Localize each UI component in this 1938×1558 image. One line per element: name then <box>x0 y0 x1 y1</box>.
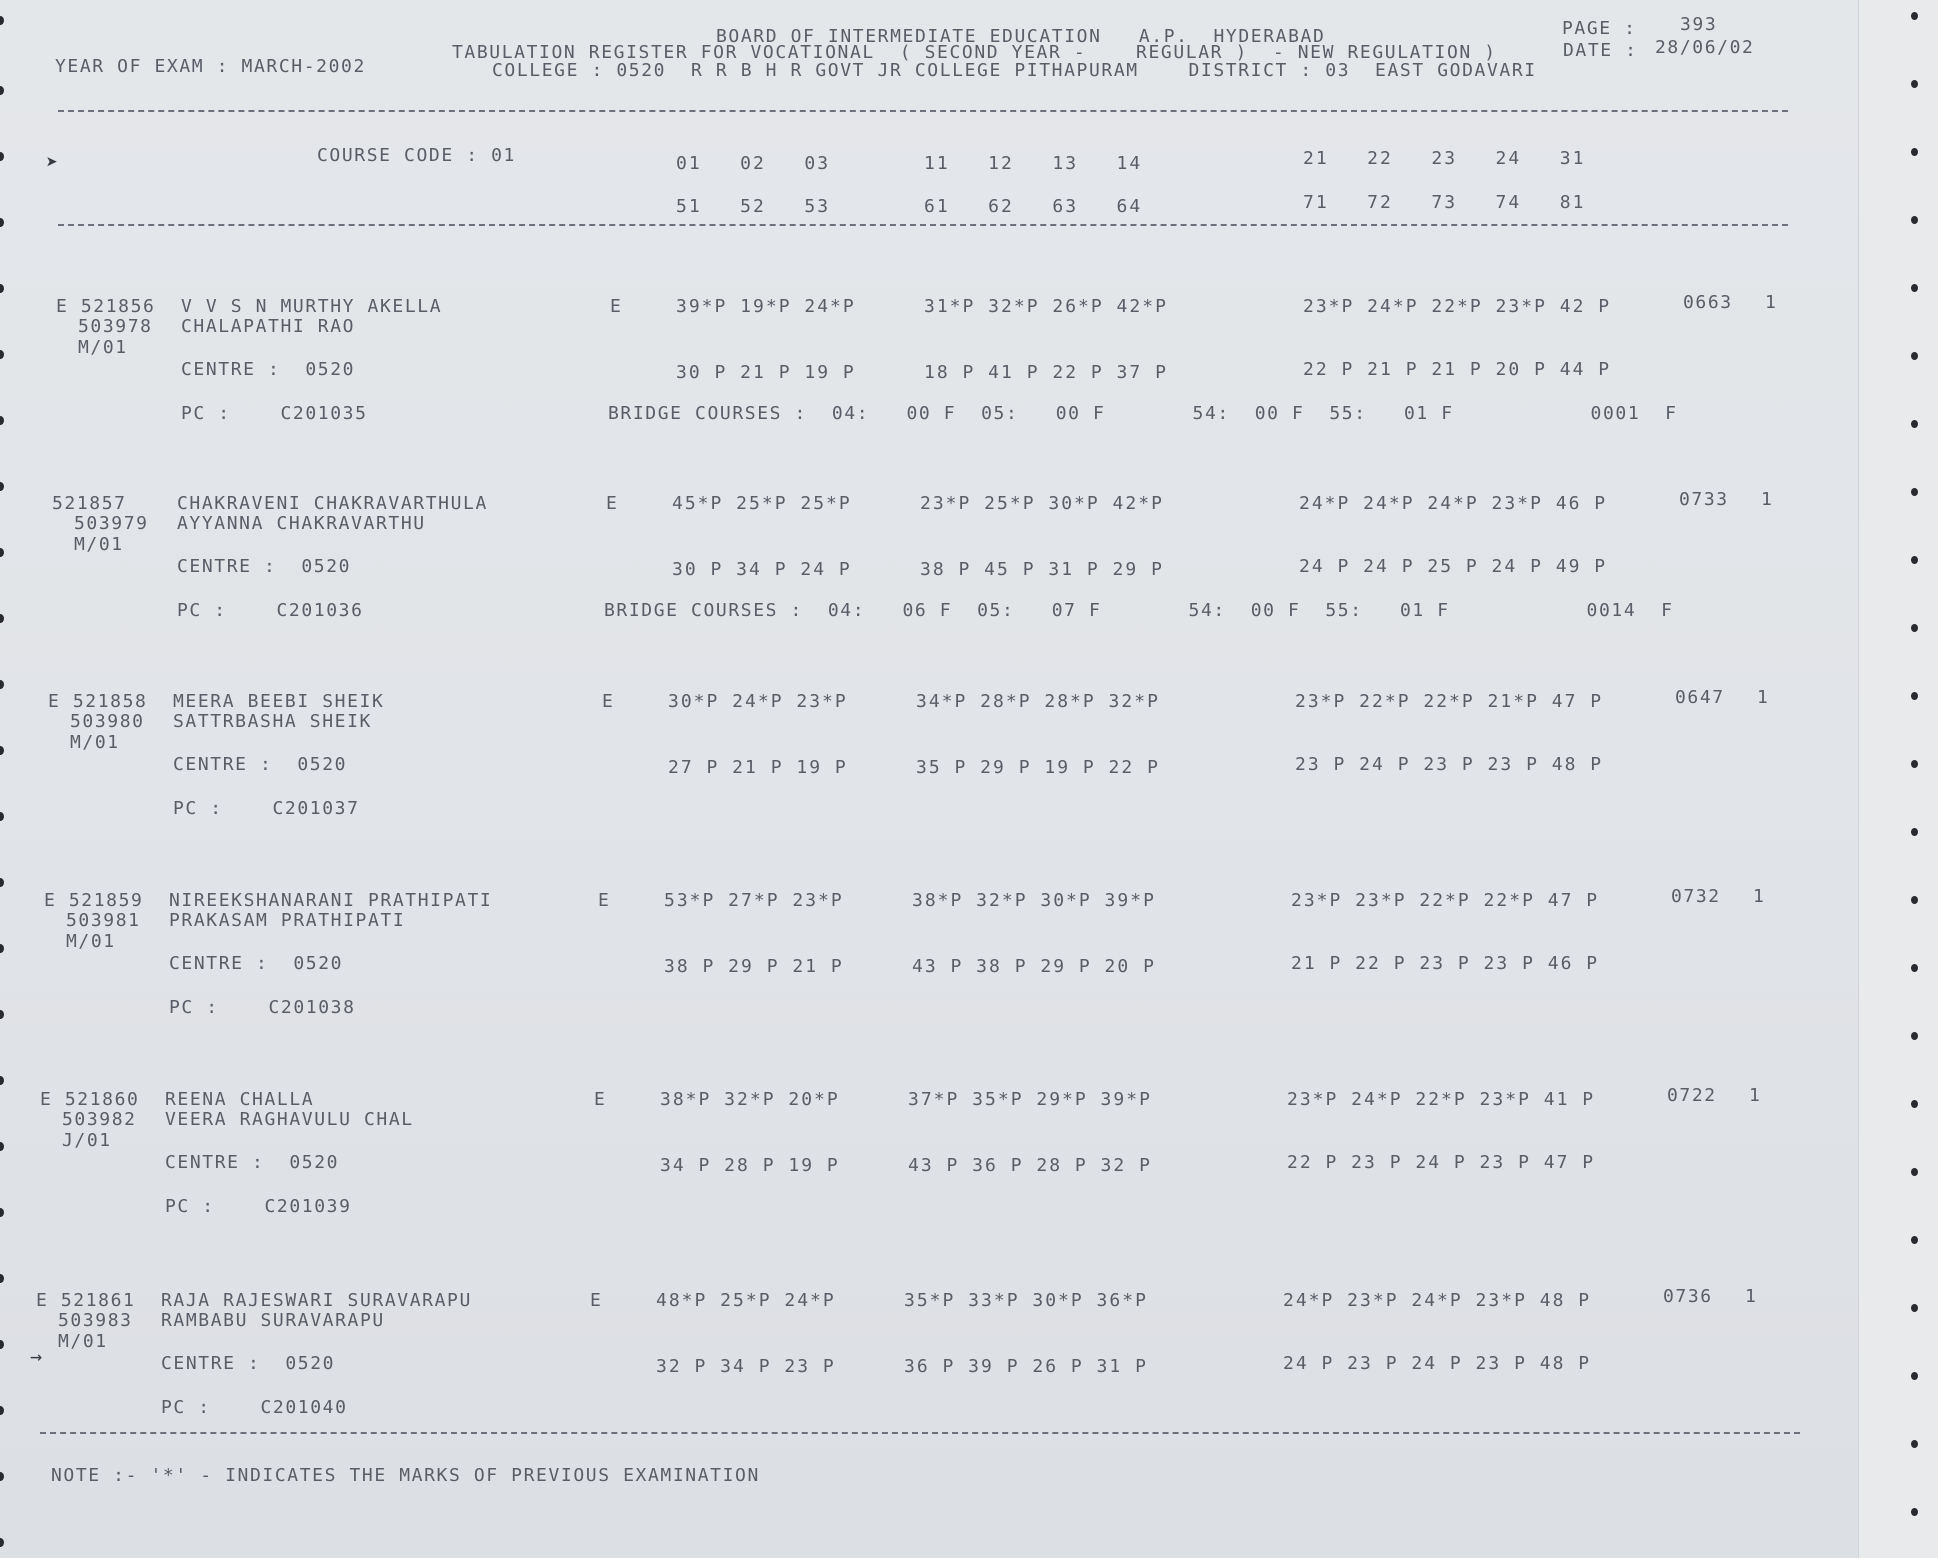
tractor-feed-strip <box>1858 0 1938 1558</box>
roll-number: E 521859 <box>44 890 144 911</box>
roll-number: 521857 <box>52 493 127 514</box>
marks-row2-group-b: 18 P 41 P 22 P 37 P <box>924 362 1168 383</box>
punch-hole <box>0 878 4 887</box>
marks-row1-group-b: 31*P 32*P 26*P 42*P <box>924 296 1168 317</box>
exam-flag: E <box>602 691 615 712</box>
centre-code: CENTRE : 0520 <box>169 953 344 974</box>
division: 1 <box>1757 687 1770 708</box>
student-name: RAJA RAJESWARI SURAVARAPU <box>161 1290 472 1311</box>
bridge-courses: BRIDGE COURSES : 04: 00 F 05: 00 F 54: 00 F 55: 01 F 0001 F <box>608 403 1678 424</box>
bridge-courses: BRIDGE COURSES : 04: 06 F 05: 07 F 54: 00 F 55: 01 F 0014 F <box>604 600 1674 621</box>
pc-code: PC : C201036 <box>177 600 364 621</box>
feed-hole <box>1911 624 1918 632</box>
marks-row2-group-a: 38 P 29 P 21 P <box>664 956 844 977</box>
exam-flag: E <box>594 1089 607 1110</box>
registration-number: 503978 <box>78 316 153 337</box>
marks-row1-group-c: 23*P 24*P 22*P 23*P 41 P <box>1287 1089 1596 1110</box>
centre-code: CENTRE : 0520 <box>165 1152 340 1173</box>
marks-row1-group-a: 39*P 19*P 24*P <box>676 296 856 317</box>
marks-row1-group-b: 23*P 25*P 30*P 42*P <box>920 493 1164 514</box>
feed-hole <box>1911 284 1918 292</box>
feed-hole <box>1911 1304 1918 1312</box>
punch-hole <box>0 284 4 293</box>
feed-hole <box>1911 80 1918 88</box>
subject-codes-row2-b: 61 62 63 64 <box>924 196 1143 217</box>
course-divider <box>58 224 1788 226</box>
feed-hole <box>1911 828 1918 836</box>
feed-hole <box>1911 556 1918 564</box>
punch-hole <box>0 416 4 425</box>
feed-hole <box>1911 896 1918 904</box>
punch-hole <box>0 1142 4 1151</box>
punch-hole <box>0 1406 4 1415</box>
pc-code: PC : C201038 <box>169 997 356 1018</box>
feed-hole <box>1911 1100 1918 1108</box>
punch-hole <box>0 746 4 755</box>
pen-tick-mark: ➤ <box>46 150 59 174</box>
marks-row2-group-c: 24 P 24 P 25 P 24 P 49 P <box>1299 556 1608 577</box>
marks-row2-group-c: 22 P 21 P 21 P 20 P 44 P <box>1303 359 1612 380</box>
feed-hole <box>1911 488 1918 496</box>
total-marks: 0732 <box>1671 886 1721 907</box>
subject-codes-row1-b: 11 12 13 14 <box>924 153 1143 174</box>
marks-row1-group-c: 23*P 24*P 22*P 23*P 42 P <box>1303 296 1612 317</box>
registration-number: 503983 <box>58 1310 133 1331</box>
division: 1 <box>1765 292 1778 313</box>
punch-hole <box>0 1472 4 1481</box>
marks-row1-group-b: 37*P 35*P 29*P 39*P <box>908 1089 1152 1110</box>
pc-code: PC : C201039 <box>165 1196 352 1217</box>
marks-row2-group-b: 43 P 38 P 29 P 20 P <box>912 956 1156 977</box>
marks-row2-group-b: 36 P 39 P 26 P 31 P <box>904 1356 1148 1377</box>
date-value: 28/06/02 <box>1655 37 1755 58</box>
college-line: COLLEGE : 0520 R R B H R GOVT JR COLLEGE PITHAPURAM DISTRICT : 03 EAST GODAVARI <box>492 60 1537 81</box>
feed-hole <box>1911 964 1918 972</box>
pen-arrow-mark: → <box>30 1344 43 1368</box>
centre-code: CENTRE : 0520 <box>161 1353 336 1374</box>
feed-hole <box>1911 1508 1918 1516</box>
feed-hole <box>1911 1168 1918 1176</box>
feed-hole <box>1911 1372 1918 1380</box>
student-name: REENA CHALLA <box>165 1089 315 1110</box>
roll-number: E 521861 <box>36 1290 136 1311</box>
punch-hole <box>0 152 4 161</box>
punch-hole <box>0 1208 4 1217</box>
total-marks: 0733 <box>1679 489 1729 510</box>
division: 1 <box>1749 1085 1762 1106</box>
board-title: BOARD OF INTERMEDIATE EDUCATION A.P. HYDERABAD <box>716 26 1326 47</box>
marks-row2-group-c: 23 P 24 P 23 P 23 P 48 P <box>1295 754 1604 775</box>
father-name: VEERA RAGHAVULU CHAL <box>165 1109 414 1130</box>
student-name: V V S N MURTHY AKELLA <box>181 296 443 317</box>
feed-hole <box>1911 1440 1918 1448</box>
feed-hole <box>1911 1236 1918 1244</box>
punch-hole <box>0 680 4 689</box>
marks-row2-group-b: 38 P 45 P 31 P 29 P <box>920 559 1164 580</box>
marks-row1-group-b: 38*P 32*P 30*P 39*P <box>912 890 1156 911</box>
subject-codes-row2-a: 51 52 53 <box>676 196 831 217</box>
total-marks: 0736 <box>1663 1286 1713 1307</box>
punch-hole <box>0 614 4 623</box>
gender-medium: M/01 <box>74 534 124 555</box>
centre-code: CENTRE : 0520 <box>177 556 352 577</box>
punch-hole <box>0 482 4 491</box>
roll-number: E 521856 <box>56 296 156 317</box>
father-name: PRAKASAM PRATHIPATI <box>169 910 406 931</box>
marks-row1-group-a: 38*P 32*P 20*P <box>660 1089 840 1110</box>
centre-code: CENTRE : 0520 <box>181 359 356 380</box>
punch-hole <box>0 1340 4 1349</box>
marks-row1-group-a: 30*P 24*P 23*P <box>668 691 848 712</box>
marks-row2-group-a: 32 P 34 P 23 P <box>656 1356 836 1377</box>
footnote: NOTE :- '*' - INDICATES THE MARKS OF PREVIOUS EXAMINATION <box>51 1465 760 1486</box>
marks-row2-group-a: 30 P 34 P 24 P <box>672 559 852 580</box>
punch-hole <box>0 548 4 557</box>
father-name: RAMBABU SURAVARAPU <box>161 1310 385 1331</box>
marks-row1-group-b: 34*P 28*P 28*P 32*P <box>916 691 1160 712</box>
subject-codes-row1-a: 01 02 03 <box>676 153 831 174</box>
feed-hole <box>1911 12 1918 20</box>
punch-hole <box>0 86 4 95</box>
marks-row2-group-b: 35 P 29 P 19 P 22 P <box>916 757 1160 778</box>
gender-medium: J/01 <box>62 1130 112 1151</box>
feed-hole <box>1911 148 1918 156</box>
student-name: MEERA BEEBI SHEIK <box>173 691 385 712</box>
marks-row1-group-b: 35*P 33*P 30*P 36*P <box>904 1290 1148 1311</box>
page-label: PAGE : <box>1562 18 1637 39</box>
total-marks: 0663 <box>1683 292 1733 313</box>
punch-hole <box>0 812 4 821</box>
marks-row2-group-a: 34 P 28 P 19 P <box>660 1155 840 1176</box>
feed-hole <box>1911 760 1918 768</box>
marks-row1-group-c: 23*P 22*P 22*P 21*P 47 P <box>1295 691 1604 712</box>
marks-row1-group-c: 24*P 23*P 24*P 23*P 48 P <box>1283 1290 1592 1311</box>
registration-number: 503982 <box>62 1109 137 1130</box>
exam-flag: E <box>606 493 619 514</box>
marks-row2-group-c: 22 P 23 P 24 P 23 P 47 P <box>1287 1152 1596 1173</box>
feed-hole <box>1911 1032 1918 1040</box>
registration-number: 503979 <box>74 513 149 534</box>
register-title: TABULATION REGISTER FOR VOCATIONAL ( SECOND YEAR - REGULAR ) - NEW REGULATION ) <box>452 42 1497 63</box>
pc-code: PC : C201040 <box>161 1397 348 1418</box>
subject-codes-row2-c: 71 72 73 74 81 <box>1303 192 1586 213</box>
student-name: CHAKRAVENI CHAKRAVARTHULA <box>177 493 488 514</box>
gender-medium: M/01 <box>70 732 120 753</box>
roll-number: E 521858 <box>48 691 148 712</box>
marks-row1-group-c: 24*P 24*P 24*P 23*P 46 P <box>1299 493 1608 514</box>
punch-hole <box>0 16 4 25</box>
father-name: CHALAPATHI RAO <box>181 316 356 337</box>
total-marks: 0722 <box>1667 1085 1717 1106</box>
division: 1 <box>1745 1286 1758 1307</box>
total-marks: 0647 <box>1675 687 1725 708</box>
marks-row2-group-c: 24 P 23 P 24 P 23 P 48 P <box>1283 1353 1592 1374</box>
pc-code: PC : C201037 <box>173 798 360 819</box>
feed-hole <box>1911 420 1918 428</box>
date-label: DATE : <box>1563 40 1638 61</box>
marks-row1-group-a: 45*P 25*P 25*P <box>672 493 852 514</box>
marks-row2-group-b: 43 P 36 P 28 P 32 P <box>908 1155 1152 1176</box>
feed-hole <box>1911 692 1918 700</box>
marks-row1-group-a: 48*P 25*P 24*P <box>656 1290 836 1311</box>
pc-code: PC : C201035 <box>181 403 368 424</box>
division: 1 <box>1761 489 1774 510</box>
student-name: NIREEKSHANARANI PRATHIPATI <box>169 890 493 911</box>
father-name: SATTRBASHA SHEIK <box>173 711 372 732</box>
punch-hole <box>0 944 4 953</box>
course-code: COURSE CODE : 01 <box>317 145 516 166</box>
footer-divider <box>40 1432 1800 1434</box>
registration-number: 503980 <box>70 711 145 732</box>
year-of-exam: YEAR OF EXAM : MARCH-2002 <box>55 56 366 77</box>
centre-code: CENTRE : 0520 <box>173 754 348 775</box>
exam-flag: E <box>598 890 611 911</box>
punch-hole <box>0 1274 4 1283</box>
header-divider <box>58 110 1788 112</box>
exam-flag: E <box>610 296 623 317</box>
father-name: AYYANNA CHAKRAVARTHU <box>177 513 426 534</box>
punch-hole <box>0 1010 4 1019</box>
exam-flag: E <box>590 1290 603 1311</box>
punch-hole <box>0 350 4 359</box>
feed-hole <box>1911 216 1918 224</box>
gender-medium: M/01 <box>78 337 128 358</box>
subject-codes-row1-c: 21 22 23 24 31 <box>1303 148 1586 169</box>
gender-medium: M/01 <box>66 931 116 952</box>
roll-number: E 521860 <box>40 1089 140 1110</box>
registration-number: 503981 <box>66 910 141 931</box>
division: 1 <box>1753 886 1766 907</box>
page-number: 393 <box>1680 14 1718 35</box>
marks-row1-group-c: 23*P 23*P 22*P 22*P 47 P <box>1291 890 1600 911</box>
feed-hole <box>1911 352 1918 360</box>
marks-row2-group-a: 30 P 21 P 19 P <box>676 362 856 383</box>
marks-row2-group-c: 21 P 22 P 23 P 23 P 46 P <box>1291 953 1600 974</box>
punch-hole <box>0 1538 4 1547</box>
punch-hole <box>0 218 4 227</box>
marks-row2-group-a: 27 P 21 P 19 P <box>668 757 848 778</box>
marks-row1-group-a: 53*P 27*P 23*P <box>664 890 844 911</box>
punch-hole <box>0 1076 4 1085</box>
gender-medium: M/01 <box>58 1331 108 1352</box>
